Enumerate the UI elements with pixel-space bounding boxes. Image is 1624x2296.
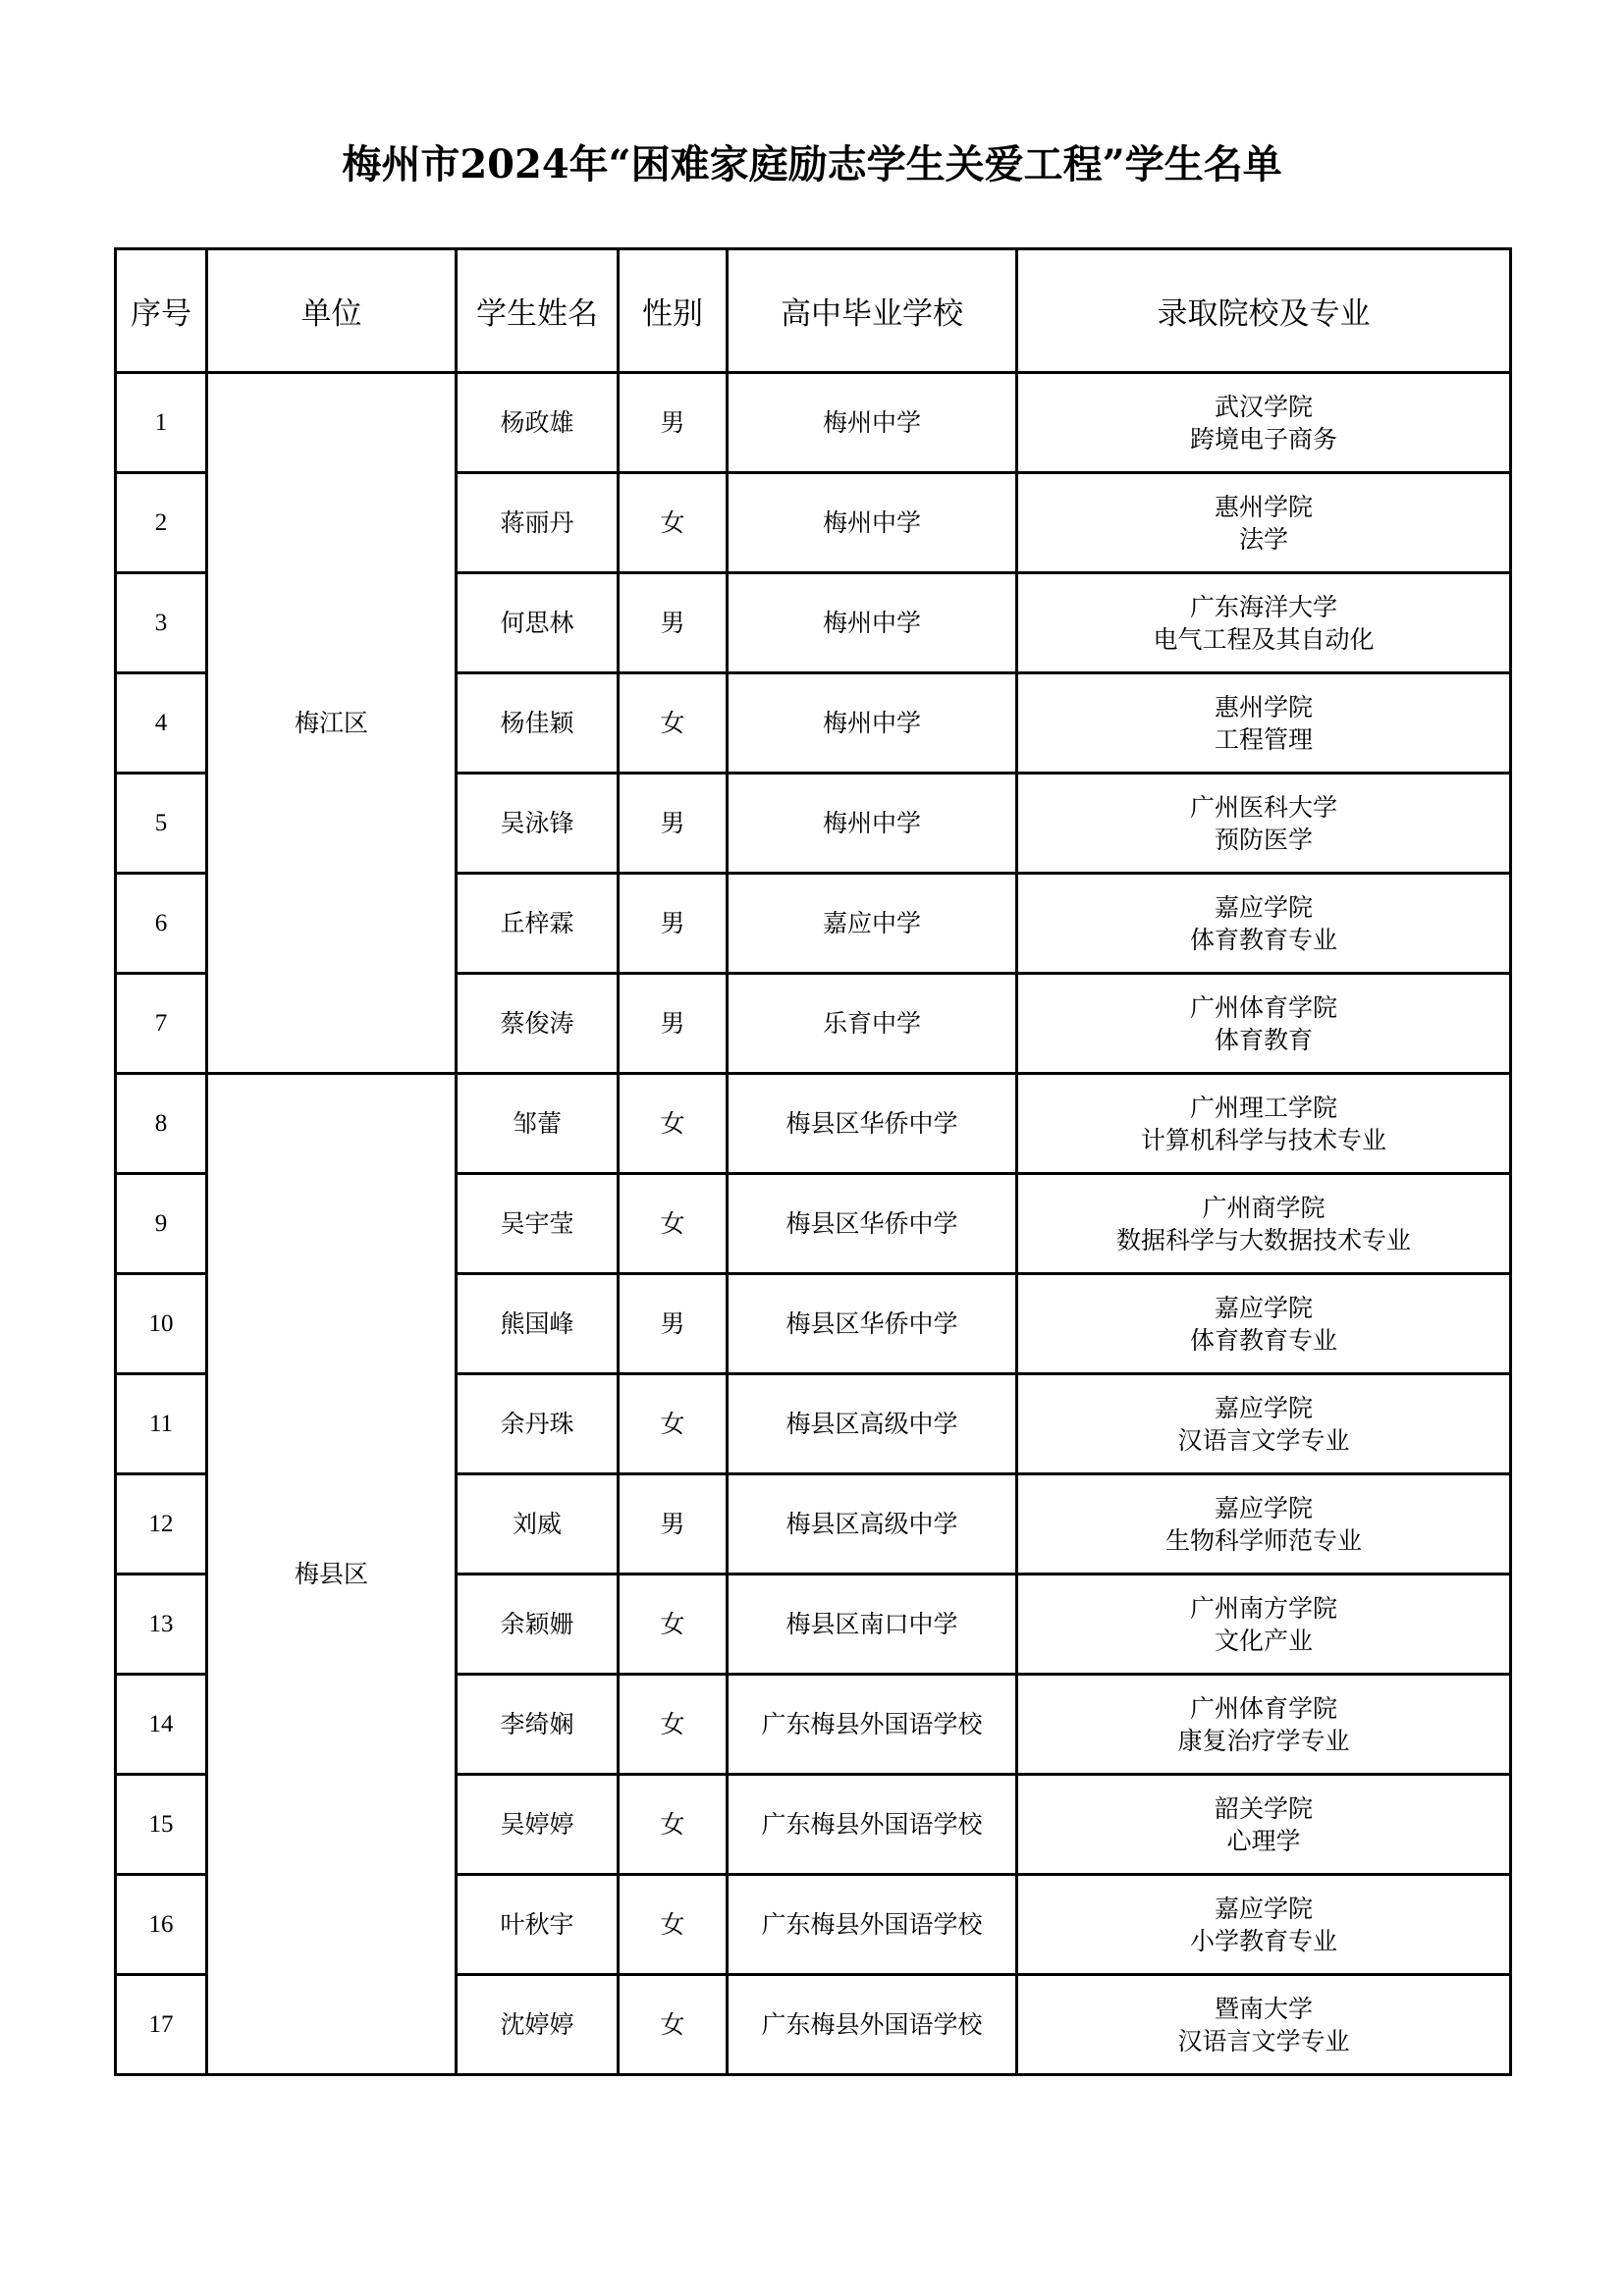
high-school: 嘉应中学 (728, 874, 1017, 974)
admission-cell (1017, 573, 1511, 673)
admission-cell (1017, 1474, 1511, 1575)
major-name: 计算机科学与技术专业 (1140, 1125, 1386, 1154)
admission-cell (1017, 1875, 1511, 1975)
major-name: 法学 (1238, 524, 1288, 554)
student-name: 杨佳颖 (457, 673, 619, 774)
high-school: 梅州中学 (728, 473, 1017, 573)
admission-cell (1017, 373, 1511, 473)
college-name: 韶关学院 (1214, 1793, 1313, 1823)
college-name: 广州体育学院 (1189, 992, 1337, 1022)
major-name: 预防医学 (1214, 825, 1313, 854)
admission-cell (1017, 673, 1511, 774)
row-number: 6 (116, 874, 207, 974)
college-name: 广东海洋大学 (1189, 592, 1337, 621)
gender: 女 (619, 1675, 728, 1775)
high-school: 梅县区华侨中学 (728, 1074, 1017, 1174)
admission-cell (1017, 874, 1511, 974)
header-gender: 性别 (619, 249, 728, 373)
student-name: 李绮娴 (457, 1675, 619, 1775)
row-number: 16 (116, 1875, 207, 1975)
gender: 男 (619, 774, 728, 874)
major-name: 体育教育 (1214, 1025, 1313, 1054)
row-number: 5 (116, 774, 207, 874)
major-name: 生物科学师范专业 (1164, 1525, 1362, 1555)
college-name: 惠州学院 (1214, 492, 1313, 521)
admission-cell (1017, 974, 1511, 1074)
admission-cell (1017, 1975, 1511, 2075)
high-school: 梅州中学 (728, 573, 1017, 673)
unit-cell: 梅江区 (207, 373, 457, 1074)
admission-cell (1017, 473, 1511, 573)
gender: 男 (619, 573, 728, 673)
student-name: 丘梓霖 (457, 874, 619, 974)
high-school: 广东梅县外国语学校 (728, 1875, 1017, 1975)
gender: 男 (619, 373, 728, 473)
gender: 女 (619, 673, 728, 774)
admission-cell (1017, 1575, 1511, 1675)
college-name: 嘉应学院 (1214, 892, 1313, 922)
high-school: 梅县区华侨中学 (728, 1274, 1017, 1374)
admission-cell (1017, 1374, 1511, 1474)
college-name: 惠州学院 (1214, 692, 1313, 721)
gender: 女 (619, 1074, 728, 1174)
major-name: 体育教育专业 (1189, 925, 1337, 954)
row-number: 11 (116, 1374, 207, 1474)
gender: 男 (619, 874, 728, 974)
document-title: 梅州市2024年“困难家庭励志学生关爱工程”学生名单 (342, 141, 1282, 187)
row-number: 12 (116, 1474, 207, 1575)
high-school: 梅州中学 (728, 673, 1017, 774)
table-row (116, 1074, 1511, 1174)
major-name: 数据科学与大数据技术专业 (1115, 1225, 1411, 1255)
student-name: 蒋丽丹 (457, 473, 619, 573)
college-name: 嘉应学院 (1214, 1493, 1313, 1522)
high-school: 梅县区华侨中学 (728, 1174, 1017, 1274)
student-name: 蔡俊涛 (457, 974, 619, 1074)
student-name: 沈婷婷 (457, 1975, 619, 2075)
admission-cell (1017, 1074, 1511, 1174)
gender: 女 (619, 1975, 728, 2075)
gender: 女 (619, 1575, 728, 1675)
major-name: 小学教育专业 (1189, 1926, 1337, 1955)
student-name: 何思林 (457, 573, 619, 673)
high-school: 梅县区南口中学 (728, 1575, 1017, 1675)
admission-cell (1017, 1675, 1511, 1775)
admission-cell (1017, 1274, 1511, 1374)
header-name: 学生姓名 (457, 249, 619, 373)
student-name: 叶秋宇 (457, 1875, 619, 1975)
row-number: 4 (116, 673, 207, 774)
student-name: 杨政雄 (457, 373, 619, 473)
gender: 男 (619, 1474, 728, 1575)
header-high-school: 高中毕业学校 (728, 249, 1017, 373)
college-name: 武汉学院 (1214, 392, 1313, 421)
major-name: 电气工程及其自动化 (1153, 624, 1375, 654)
gender: 女 (619, 1775, 728, 1875)
student-name: 吴泳锋 (457, 774, 619, 874)
major-name: 工程管理 (1214, 724, 1313, 754)
gender: 女 (619, 1174, 728, 1274)
gender: 女 (619, 1875, 728, 1975)
major-name: 汉语言文学专业 (1177, 2026, 1350, 2056)
row-number: 15 (116, 1775, 207, 1875)
student-name: 余颖姗 (457, 1575, 619, 1675)
admission-cell (1017, 1174, 1511, 1274)
student-list-table (114, 247, 1512, 2076)
row-number: 1 (116, 373, 207, 473)
college-name: 广州商学院 (1202, 1193, 1326, 1222)
high-school: 乐育中学 (728, 974, 1017, 1074)
college-name: 广州体育学院 (1189, 1693, 1337, 1723)
gender: 男 (619, 974, 728, 1074)
college-name: 嘉应学院 (1214, 1393, 1313, 1422)
student-name: 熊国峰 (457, 1274, 619, 1374)
college-name: 暨南大学 (1214, 1994, 1313, 2023)
high-school: 梅县区高级中学 (728, 1474, 1017, 1575)
table-header-row (116, 249, 1511, 373)
row-number: 14 (116, 1675, 207, 1775)
student-name: 吴婷婷 (457, 1775, 619, 1875)
row-number: 8 (116, 1074, 207, 1174)
student-name: 刘威 (457, 1474, 619, 1575)
major-name: 心理学 (1226, 1826, 1301, 1855)
high-school: 梅县区高级中学 (728, 1374, 1017, 1474)
header-admission: 录取院校及专业 (1017, 249, 1511, 373)
college-name: 嘉应学院 (1214, 1894, 1313, 1923)
header-no: 序号 (116, 249, 207, 373)
admission-cell (1017, 774, 1511, 874)
row-number: 2 (116, 473, 207, 573)
high-school: 广东梅县外国语学校 (728, 1675, 1017, 1775)
gender: 女 (619, 473, 728, 573)
row-number: 13 (116, 1575, 207, 1675)
unit-cell: 梅县区 (207, 1074, 457, 2075)
college-name: 嘉应学院 (1214, 1293, 1313, 1322)
table-row (116, 373, 1511, 473)
row-number: 3 (116, 573, 207, 673)
college-name: 广州理工学院 (1189, 1093, 1337, 1122)
row-number: 9 (116, 1174, 207, 1274)
high-school: 梅州中学 (728, 373, 1017, 473)
row-number: 17 (116, 1975, 207, 2075)
student-name: 邹蕾 (457, 1074, 619, 1174)
table-body (116, 373, 1511, 2075)
row-number: 10 (116, 1274, 207, 1374)
gender: 男 (619, 1274, 728, 1374)
major-name: 跨境电子商务 (1189, 424, 1337, 454)
high-school: 广东梅县外国语学校 (728, 1975, 1017, 2075)
student-name: 吴宇莹 (457, 1174, 619, 1274)
major-name: 文化产业 (1214, 1626, 1313, 1655)
student-name: 余丹珠 (457, 1374, 619, 1474)
admission-cell (1017, 1775, 1511, 1875)
row-number: 7 (116, 974, 207, 1074)
college-name: 广州医科大学 (1189, 792, 1337, 822)
gender: 女 (619, 1374, 728, 1474)
college-name: 广州南方学院 (1189, 1593, 1337, 1623)
major-name: 康复治疗学专业 (1177, 1726, 1350, 1755)
high-school: 广东梅县外国语学校 (728, 1775, 1017, 1875)
header-unit: 单位 (207, 249, 457, 373)
major-name: 汉语言文学专业 (1177, 1425, 1350, 1455)
high-school: 梅州中学 (728, 774, 1017, 874)
major-name: 体育教育专业 (1189, 1325, 1337, 1355)
